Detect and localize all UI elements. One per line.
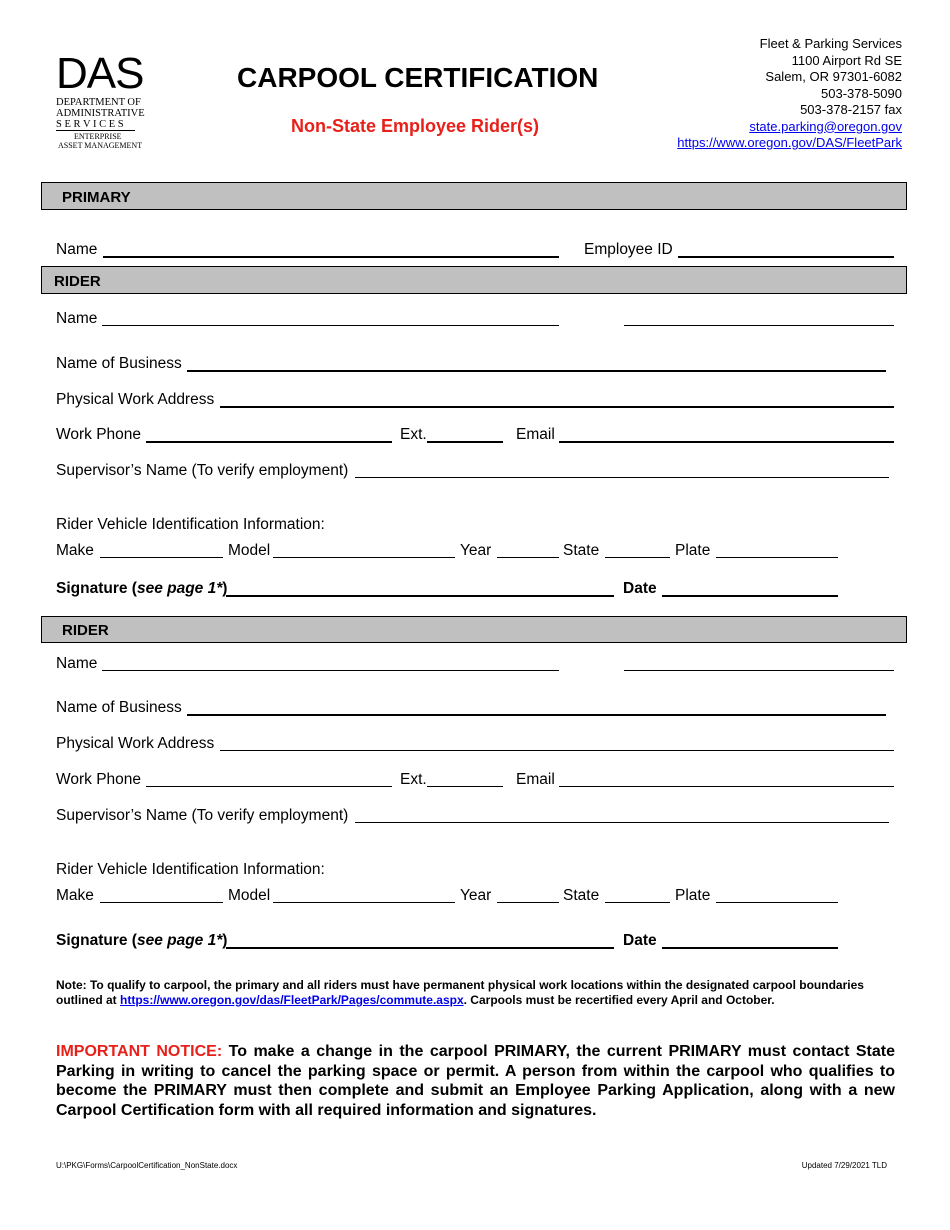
rider1-supervisor-label: Supervisor’s Name (To verify employment) [56, 462, 349, 479]
contact-phone: 503-378-5090 [821, 85, 902, 101]
rider1-email-label: Email [516, 426, 555, 443]
rider1-plate-label: Plate [675, 542, 711, 559]
rider2-extra-field[interactable] [624, 670, 894, 671]
logo-line-2: ADMINISTRATIVE [56, 108, 145, 119]
primary-name-field[interactable] [103, 256, 559, 258]
form-title: CARPOOL CERTIFICATION [237, 62, 599, 93]
logo-line-4: ENTERPRISE [74, 132, 122, 141]
rider2-supervisor-label: Supervisor’s Name (To verify employment) [56, 807, 349, 824]
rider2-name-label: Name [56, 655, 98, 672]
rider1-name-field[interactable] [102, 325, 559, 326]
rider1-email-field[interactable] [559, 441, 894, 443]
primary-section-header [41, 182, 907, 210]
rider1-ext-field[interactable] [427, 441, 503, 443]
rider1-extra-field[interactable] [624, 325, 894, 326]
rider1-plate-field[interactable] [716, 557, 838, 558]
rider1-year-field[interactable] [497, 557, 559, 558]
rider2-make-label: Make [56, 887, 94, 904]
rider2-name-field[interactable] [102, 670, 559, 671]
rider1-name-label: Name [56, 310, 98, 327]
rider1-ext-label: Ext. [400, 426, 427, 443]
rider2-email-label: Email [516, 771, 555, 788]
rider2-address-field[interactable] [220, 750, 894, 751]
contact-street: 1100 Airport Rd SE [791, 52, 902, 68]
logo-divider [56, 130, 135, 131]
rider1-model-field[interactable] [273, 557, 455, 558]
rider2-ext-label: Ext. [400, 771, 427, 788]
rider2-year-field[interactable] [497, 902, 559, 903]
footer-updated: Updated 7/29/2021 TLD [801, 1161, 887, 1170]
rider1-supervisor-field[interactable] [355, 477, 889, 478]
rider1-model-label: Model [228, 542, 271, 559]
rider1-year-label: Year [460, 542, 492, 559]
logo-line-3: S E R V I C E S [56, 119, 124, 130]
rider2-signature-field[interactable] [226, 947, 614, 949]
rider2-model-field[interactable] [273, 902, 455, 903]
rider1-phone-field[interactable] [146, 441, 392, 443]
important-notice [56, 1042, 895, 1120]
primary-name-label: Name [56, 241, 98, 258]
rider1-make-label: Make [56, 542, 94, 559]
rider1-make-field[interactable] [100, 557, 223, 558]
rider2-ext-field[interactable] [427, 786, 503, 787]
commute-boundaries-link[interactable]: https://www.oregon.gov/das/FleetPark/Pages/commute.aspx [120, 993, 464, 1007]
rider2-supervisor-field[interactable] [355, 822, 889, 823]
rider2-date-field[interactable] [662, 947, 838, 949]
rider2-business-field[interactable] [187, 714, 886, 716]
contact-block [677, 36, 902, 152]
logo-line-1: DEPARTMENT OF [56, 97, 141, 108]
rider2-plate-field[interactable] [716, 902, 838, 903]
important-notice-text: To make a change in the carpool PRIMARY, the current PRIMARY must contact State Parking in writing to cancel the parking space or permit. A person from within the carpool who qualifies to become the PRIMARY must then complete and submit an Employee Parking Application, along with a new Carpool Certification form with all required information and signatures. [56, 1043, 895, 1119]
contact-website-link[interactable]: https://www.oregon.gov/DAS/FleetPark [677, 135, 902, 150]
rider2-year-label: Year [460, 887, 492, 904]
contact-city: Salem, OR 97301-6082 [765, 69, 902, 84]
rider1-signature-label: Signature (see page 1*) [56, 580, 228, 597]
primary-employee-id-label: Employee ID [584, 241, 673, 258]
rider2-phone-label: Work Phone [56, 771, 142, 788]
primary-employee-id-field[interactable] [678, 256, 894, 258]
footer-file-path: U:\PKG\Forms\CarpoolCertification_NonState.docx [56, 1161, 238, 1170]
rider1-vehicle-info-label: Rider Vehicle Identification Information: [56, 516, 325, 533]
important-notice-label: IMPORTANT NOTICE: [56, 1043, 223, 1060]
rider1-date-field[interactable] [662, 595, 838, 597]
primary-section-label: PRIMARY [62, 189, 131, 206]
rider1-section-header [41, 266, 907, 294]
rider2-signature-label: Signature (see page 1*) [56, 932, 228, 949]
rider2-make-field[interactable] [100, 902, 223, 903]
rider1-state-field[interactable] [605, 557, 670, 558]
form-subtitle: Non-State Employee Rider(s) [291, 116, 540, 136]
logo-acronym: DAS [56, 49, 144, 98]
rider2-plate-label: Plate [675, 887, 711, 904]
rider2-vehicle-info-label: Rider Vehicle Identification Information: [56, 861, 325, 878]
rider2-section-header [41, 616, 907, 643]
rider2-state-label: State [563, 887, 600, 904]
rider1-business-field[interactable] [187, 370, 886, 372]
rider1-address-field[interactable] [220, 406, 894, 408]
rider1-business-label: Name of Business [56, 355, 182, 372]
rider2-phone-field[interactable] [146, 786, 392, 787]
rider2-section-label: RIDER [62, 622, 109, 639]
boundary-note: Note: To qualify to carpool, the primary and all riders must have permanent physical work locations within the designated carpool boundaries outlined at https://www.oregon.gov/das/FleetPark/Pages/commute.aspx. Carpools must be recertified every April and October. [56, 978, 864, 1007]
rider2-state-field[interactable] [605, 902, 670, 903]
rider2-model-label: Model [228, 887, 271, 904]
rider2-date-label: Date [623, 932, 657, 949]
logo-line-5: ASSET MANAGEMENT [58, 141, 143, 150]
rider1-signature-field[interactable] [226, 595, 614, 597]
rider2-business-label: Name of Business [56, 699, 182, 716]
rider1-section-label: RIDER [54, 273, 101, 290]
contact-org: Fleet & Parking Services [759, 36, 902, 51]
rider2-address-label: Physical Work Address [56, 735, 215, 752]
rider2-email-field[interactable] [559, 786, 894, 787]
rider1-date-label: Date [623, 580, 657, 597]
contact-fax: 503-378-2157 fax [800, 102, 902, 117]
rider1-state-label: State [563, 542, 600, 559]
contact-email-link[interactable]: state.parking@oregon.gov [749, 118, 902, 134]
rider1-phone-label: Work Phone [56, 426, 142, 443]
rider1-address-label: Physical Work Address [56, 391, 215, 408]
